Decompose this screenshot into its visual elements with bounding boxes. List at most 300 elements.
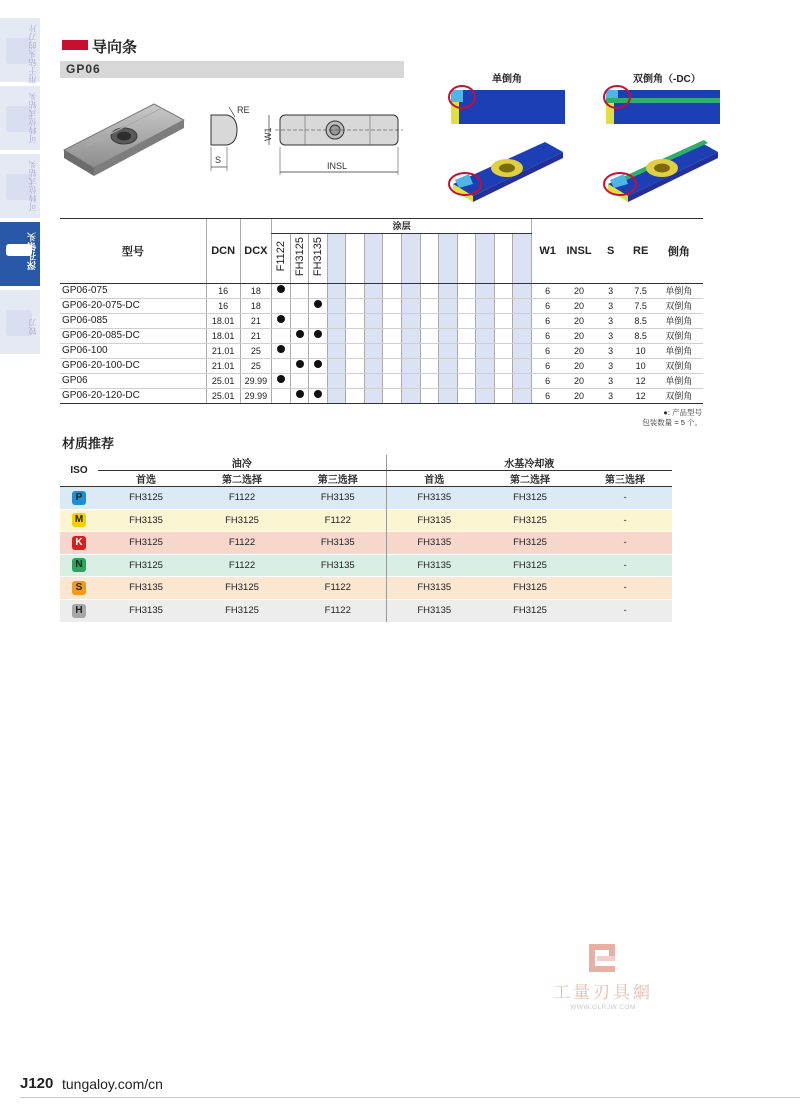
water-grade-cell: FH3125 <box>482 599 578 622</box>
re-cell: 10 <box>627 358 655 373</box>
water-grade-cell: FH3125 <box>482 577 578 600</box>
empty-grade-cell <box>439 283 458 298</box>
available-dot-icon <box>277 285 285 293</box>
dcn-cell: 21.01 <box>206 358 240 373</box>
oil-grade-cell: FH3125 <box>98 532 194 555</box>
w1-cell: 6 <box>532 388 564 403</box>
s-cell: 3 <box>595 343 627 358</box>
insl-cell: 20 <box>563 283 595 298</box>
subheader-water-first: 首选 <box>386 471 482 487</box>
spec-table <box>60 219 703 404</box>
spec-table-row <box>60 373 703 388</box>
water-grade-cell: FH3135 <box>386 554 482 577</box>
iso-h-badge: H <box>72 604 86 618</box>
grade-availability-cell <box>309 328 328 343</box>
empty-grade-cell <box>364 328 383 343</box>
empty-grade-cell <box>346 328 365 343</box>
guide-pad-photo <box>62 98 187 178</box>
w1-dimension-label: W1 <box>263 127 273 141</box>
grade-availability-cell <box>290 328 309 343</box>
water-grade-cell: - <box>578 532 672 555</box>
empty-grade-cell <box>420 358 439 373</box>
sidebar-tab-label: 用于钻头的刀片 <box>28 24 37 84</box>
water-grade-cell: FH3135 <box>386 487 482 510</box>
chamfer-cell: 双倒角 <box>655 328 703 343</box>
empty-grade-cell <box>346 298 365 313</box>
empty-grade-cell <box>494 343 513 358</box>
re-cell: 12 <box>627 373 655 388</box>
oil-grade-cell: FH3135 <box>98 577 194 600</box>
empty-grade-cell <box>494 388 513 403</box>
product-code: GP06 <box>66 62 101 76</box>
empty-grade-cell <box>346 388 365 403</box>
insl-cell: 20 <box>563 358 595 373</box>
w1-cell: 6 <box>532 283 564 298</box>
empty-grade-cell <box>457 343 476 358</box>
empty-grade-cell <box>420 373 439 388</box>
chamfer-cell: 单倒角 <box>655 283 703 298</box>
grade-availability-cell <box>272 358 291 373</box>
grade-availability-cell <box>272 343 291 358</box>
single-chamfer-caption: 单倒角 <box>492 74 522 85</box>
water-grade-cell: - <box>578 554 672 577</box>
table-footnote <box>600 408 702 428</box>
insl-cell: 20 <box>563 373 595 388</box>
empty-grade-cell <box>327 388 346 403</box>
footnote-packing: 包装数量 = 5 个。 <box>642 418 702 427</box>
empty-grade-cell <box>402 328 421 343</box>
title-accent-bar <box>62 40 88 50</box>
empty-grade-cell <box>346 343 365 358</box>
empty-grade-cell <box>346 373 365 388</box>
watermark <box>538 940 668 1011</box>
footnote-legend: ●: 产品型号 <box>663 408 702 417</box>
dcn-cell: 16 <box>206 298 240 313</box>
sidebar-tab-indexable-drills-1[interactable] <box>0 86 40 150</box>
model-cell: GP06-20-075-DC <box>60 298 206 313</box>
oil-grade-cell: FH3135 <box>290 554 386 577</box>
re-cell: 12 <box>627 388 655 403</box>
empty-grade-cell <box>494 358 513 373</box>
empty-grade-cell <box>402 358 421 373</box>
s-cell: 3 <box>595 388 627 403</box>
oil-grade-cell: FH3135 <box>290 487 386 510</box>
page-number-text: J120 <box>20 1075 54 1092</box>
material-row <box>60 509 672 532</box>
oil-grade-cell: FH3135 <box>98 509 194 532</box>
double-chamfer-illustration <box>600 84 725 214</box>
oil-grade-cell: F1122 <box>290 599 386 622</box>
material-row <box>60 487 672 510</box>
insl-cell: 20 <box>563 328 595 343</box>
dcx-cell: 25 <box>240 343 272 358</box>
empty-grade-cell <box>383 298 402 313</box>
model-cell: GP06-100 <box>60 343 206 358</box>
column-header-re: RE <box>627 219 655 283</box>
sidebar-tab-label: 深孔钻头 <box>27 232 37 270</box>
empty-grade-cell <box>476 328 495 343</box>
grade-availability-cell <box>272 298 291 313</box>
iso-cell <box>60 487 98 510</box>
empty-grade-cell <box>402 298 421 313</box>
material-row <box>60 532 672 555</box>
material-section-title: 材质推荐 <box>62 436 115 451</box>
dcx-cell: 29.99 <box>240 373 272 388</box>
column-header-iso: ISO <box>60 455 98 487</box>
dcn-cell: 18.01 <box>206 328 240 343</box>
empty-grade-cell <box>494 283 513 298</box>
model-cell: GP06-20-100-DC <box>60 358 206 373</box>
empty-grade-cell <box>327 358 346 373</box>
empty-grade-cell <box>364 388 383 403</box>
grade-availability-cell <box>272 283 291 298</box>
w1-cell: 6 <box>532 298 564 313</box>
chamfer-cell: 单倒角 <box>655 343 703 358</box>
empty-grade-cell <box>476 388 495 403</box>
available-dot-icon <box>314 330 322 338</box>
oil-grade-cell: F1122 <box>290 577 386 600</box>
empty-grade-cell <box>420 298 439 313</box>
empty-grade-cell <box>402 373 421 388</box>
empty-grade-cell <box>364 373 383 388</box>
oil-grade-cell: FH3125 <box>98 554 194 577</box>
dcn-cell: 16 <box>206 283 240 298</box>
dcx-cell: 25 <box>240 358 272 373</box>
iso-p-badge: P <box>72 491 86 505</box>
empty-grade-cell <box>383 283 402 298</box>
sidebar-tab-indexable-drills-2[interactable] <box>0 154 40 218</box>
sidebar-tab-label: 可转位式钻头 <box>28 160 37 211</box>
model-cell: GP06-20-085-DC <box>60 328 206 343</box>
model-cell: GP06-075 <box>60 283 206 298</box>
re-cell: 8.5 <box>627 328 655 343</box>
page-number <box>20 1075 53 1092</box>
subheader-water-second: 第二选择 <box>482 471 578 487</box>
iso-cell <box>60 554 98 577</box>
spec-table-row <box>60 328 703 343</box>
w1-cell: 6 <box>532 373 564 388</box>
sidebar-tab-reamers[interactable] <box>0 290 40 354</box>
available-dot-icon <box>296 360 304 368</box>
subheader-oil-third: 第三选择 <box>290 471 386 487</box>
spec-table-row <box>60 358 703 373</box>
water-grade-cell: - <box>578 599 672 622</box>
footer-rule <box>20 1097 800 1098</box>
water-grade-cell: FH3125 <box>482 509 578 532</box>
available-dot-icon <box>296 390 304 398</box>
empty-grade-cell <box>327 313 346 328</box>
grade-availability-cell <box>290 373 309 388</box>
column-header-coating: 涂层 <box>272 219 532 233</box>
oil-grade-cell: F1122 <box>194 487 290 510</box>
empty-grade-cell <box>476 358 495 373</box>
oil-grade-cell: FH3135 <box>290 532 386 555</box>
iso-k-badge: K <box>72 536 86 550</box>
empty-grade-cell <box>476 313 495 328</box>
iso-s-badge: S <box>72 581 86 595</box>
grade-header-fh3125: FH3125 <box>293 236 306 277</box>
website-link[interactable]: tungaloy.com/cn <box>62 1076 163 1092</box>
empty-grade-cell <box>439 298 458 313</box>
sidebar-tab-label: 可转位式钻头 <box>28 92 37 143</box>
empty-grade-cell <box>439 388 458 403</box>
empty-grade-cell <box>494 328 513 343</box>
available-dot-icon <box>314 300 322 308</box>
grade-availability-cell <box>272 388 291 403</box>
empty-grade-cell <box>439 313 458 328</box>
s-cell: 3 <box>595 358 627 373</box>
w1-cell: 6 <box>532 313 564 328</box>
s-cell: 3 <box>595 283 627 298</box>
oil-grade-cell: FH3135 <box>98 599 194 622</box>
empty-grade-cell <box>457 328 476 343</box>
empty-grade-cell <box>402 313 421 328</box>
dcn-cell: 25.01 <box>206 388 240 403</box>
empty-grade-cell <box>439 343 458 358</box>
spec-table-row <box>60 283 703 298</box>
dcn-cell: 21.01 <box>206 343 240 358</box>
product-code-bar <box>60 61 404 78</box>
insl-cell: 20 <box>563 313 595 328</box>
water-grade-cell: FH3125 <box>482 532 578 555</box>
empty-grade-cell <box>383 388 402 403</box>
spec-table-row <box>60 388 703 403</box>
chamfer-cell: 双倒角 <box>655 358 703 373</box>
chamfer-cell: 双倒角 <box>655 298 703 313</box>
material-row <box>60 577 672 600</box>
empty-grade-cell <box>402 388 421 403</box>
empty-grade-cell <box>513 388 532 403</box>
re-cell: 10 <box>627 343 655 358</box>
empty-grade-cell <box>383 313 402 328</box>
empty-grade-cell <box>364 298 383 313</box>
column-header-model: 型号 <box>60 219 206 283</box>
s-cell: 3 <box>595 298 627 313</box>
grade-availability-cell <box>290 358 309 373</box>
empty-grade-cell <box>439 328 458 343</box>
model-cell: GP06-085 <box>60 313 206 328</box>
water-grade-cell: FH3135 <box>386 532 482 555</box>
oil-grade-cell: FH3125 <box>194 509 290 532</box>
empty-grade-cell <box>420 313 439 328</box>
sidebar-tab-drill-inserts[interactable] <box>0 18 40 82</box>
watermark-logo-icon <box>583 940 623 976</box>
empty-grade-cell <box>327 343 346 358</box>
page-title: 导向条 <box>92 39 138 56</box>
spec-table-row <box>60 343 703 358</box>
empty-grade-cell <box>457 283 476 298</box>
grade-availability-cell <box>290 298 309 313</box>
empty-grade-cell <box>420 388 439 403</box>
model-cell: GP06-20-120-DC <box>60 388 206 403</box>
chamfer-cell: 单倒角 <box>655 313 703 328</box>
oil-grade-cell: FH3125 <box>98 487 194 510</box>
grade-header-f1122: F1122 <box>274 241 287 272</box>
grade-availability-cell <box>290 283 309 298</box>
oil-grade-cell: FH3125 <box>194 577 290 600</box>
empty-grade-cell <box>364 358 383 373</box>
empty-grade-cell <box>439 373 458 388</box>
material-row <box>60 554 672 577</box>
single-chamfer-illustration <box>445 84 570 214</box>
re-cell: 8.5 <box>627 313 655 328</box>
empty-grade-cell <box>383 328 402 343</box>
empty-grade-cell <box>402 343 421 358</box>
double-chamfer-caption: 双倒角（-DC） <box>633 74 701 85</box>
water-grade-cell: FH3135 <box>386 509 482 532</box>
w1-cell: 6 <box>532 343 564 358</box>
column-header-oil-coolant: 油冷 <box>98 455 386 471</box>
empty-grade-cell <box>513 283 532 298</box>
dcx-cell: 21 <box>240 313 272 328</box>
available-dot-icon <box>314 390 322 398</box>
water-grade-cell: - <box>578 487 672 510</box>
empty-grade-cell <box>327 373 346 388</box>
subheader-water-third: 第三选择 <box>578 471 672 487</box>
grade-header-fh3135: FH3135 <box>312 236 325 277</box>
insl-cell: 20 <box>563 388 595 403</box>
column-header-dcn: DCN <box>206 219 240 283</box>
column-header-s: S <box>595 219 627 283</box>
empty-grade-cell <box>346 313 365 328</box>
material-recommendation-table <box>60 455 672 622</box>
grade-availability-cell <box>290 388 309 403</box>
empty-grade-cell <box>364 283 383 298</box>
empty-grade-cell <box>346 358 365 373</box>
insl-dimension-label: INSL <box>327 161 348 171</box>
dcx-cell: 18 <box>240 298 272 313</box>
oil-grade-cell: F1122 <box>194 554 290 577</box>
empty-grade-cell <box>476 343 495 358</box>
empty-grade-cell <box>364 313 383 328</box>
empty-grade-cell <box>494 313 513 328</box>
empty-grade-cell <box>513 298 532 313</box>
empty-grade-cell <box>383 343 402 358</box>
available-dot-icon <box>277 375 285 383</box>
empty-grade-cell <box>420 283 439 298</box>
empty-grade-cell <box>513 328 532 343</box>
material-row <box>60 599 672 622</box>
oil-grade-cell: F1122 <box>194 532 290 555</box>
re-cell: 7.5 <box>627 298 655 313</box>
grade-availability-cell <box>309 388 328 403</box>
w1-cell: 6 <box>532 358 564 373</box>
column-header-water-coolant: 水基冷却液 <box>386 455 672 471</box>
column-header-dcx: DCX <box>240 219 272 283</box>
empty-grade-cell <box>513 373 532 388</box>
dcx-cell: 18 <box>240 283 272 298</box>
insl-cell: 20 <box>563 298 595 313</box>
column-header-w1: W1 <box>532 219 564 283</box>
available-dot-icon <box>314 360 322 368</box>
available-dot-icon <box>277 345 285 353</box>
watermark-url: WWW.GLRJW.COM <box>570 1004 636 1011</box>
grade-availability-cell <box>290 343 309 358</box>
empty-grade-cell <box>402 283 421 298</box>
iso-cell <box>60 577 98 600</box>
spec-table-row <box>60 298 703 313</box>
empty-grade-cell <box>420 328 439 343</box>
empty-grade-cell <box>457 298 476 313</box>
dcx-cell: 21 <box>240 328 272 343</box>
spec-table-bottom-rule <box>60 403 703 404</box>
empty-grade-cell <box>439 358 458 373</box>
column-header-insl: INSL <box>563 219 595 283</box>
sidebar-tab-label: 铰刀 <box>28 318 37 335</box>
iso-n-badge: N <box>72 558 86 572</box>
subheader-oil-first: 首选 <box>98 471 194 487</box>
grade-availability-cell <box>309 283 328 298</box>
empty-grade-cell <box>476 283 495 298</box>
re-cell: 7.5 <box>627 283 655 298</box>
empty-grade-cell <box>457 313 476 328</box>
grade-availability-cell <box>272 373 291 388</box>
water-grade-cell: FH3135 <box>386 577 482 600</box>
empty-grade-cell <box>383 373 402 388</box>
empty-grade-cell <box>327 328 346 343</box>
iso-cell <box>60 599 98 622</box>
spec-table-row <box>60 313 703 328</box>
empty-grade-cell <box>494 298 513 313</box>
subheader-oil-second: 第二选择 <box>194 471 290 487</box>
grade-availability-cell <box>272 313 291 328</box>
chamfer-cell: 单倒角 <box>655 373 703 388</box>
column-header-chamfer: 倒角 <box>655 219 703 283</box>
iso-m-badge: M <box>72 513 86 527</box>
grade-availability-cell <box>272 328 291 343</box>
s-cell: 3 <box>595 328 627 343</box>
empty-grade-cell <box>420 343 439 358</box>
grade-availability-cell <box>290 313 309 328</box>
empty-grade-cell <box>364 343 383 358</box>
chamfer-cell: 双倒角 <box>655 388 703 403</box>
empty-grade-cell <box>513 358 532 373</box>
empty-grade-cell <box>513 343 532 358</box>
s-cell: 3 <box>595 373 627 388</box>
s-cell: 3 <box>595 313 627 328</box>
s-dimension-label: S <box>215 155 222 165</box>
empty-grade-cell <box>476 373 495 388</box>
empty-grade-cell <box>346 283 365 298</box>
iso-cell <box>60 532 98 555</box>
sidebar-tab-deep-hole-drills[interactable] <box>0 222 40 286</box>
empty-grade-cell <box>457 388 476 403</box>
oil-grade-cell: FH3125 <box>194 599 290 622</box>
grade-availability-cell <box>309 343 328 358</box>
water-grade-cell: FH3125 <box>482 554 578 577</box>
grade-availability-cell <box>309 313 328 328</box>
empty-grade-cell <box>457 358 476 373</box>
grade-availability-cell <box>309 298 328 313</box>
water-grade-cell: FH3125 <box>482 487 578 510</box>
empty-grade-cell <box>327 283 346 298</box>
water-grade-cell: - <box>578 577 672 600</box>
empty-grade-cell <box>383 358 402 373</box>
empty-grade-cell <box>513 313 532 328</box>
insl-cell: 20 <box>563 343 595 358</box>
empty-grade-cell <box>457 373 476 388</box>
re-dimension-label: RE <box>237 105 250 115</box>
water-grade-cell: - <box>578 509 672 532</box>
dcn-cell: 18.01 <box>206 313 240 328</box>
dcx-cell: 29.99 <box>240 388 272 403</box>
grade-availability-cell <box>309 373 328 388</box>
grade-availability-cell <box>309 358 328 373</box>
iso-cell <box>60 509 98 532</box>
model-cell: GP06 <box>60 373 206 388</box>
w1-cell: 6 <box>532 328 564 343</box>
oil-grade-cell: F1122 <box>290 509 386 532</box>
